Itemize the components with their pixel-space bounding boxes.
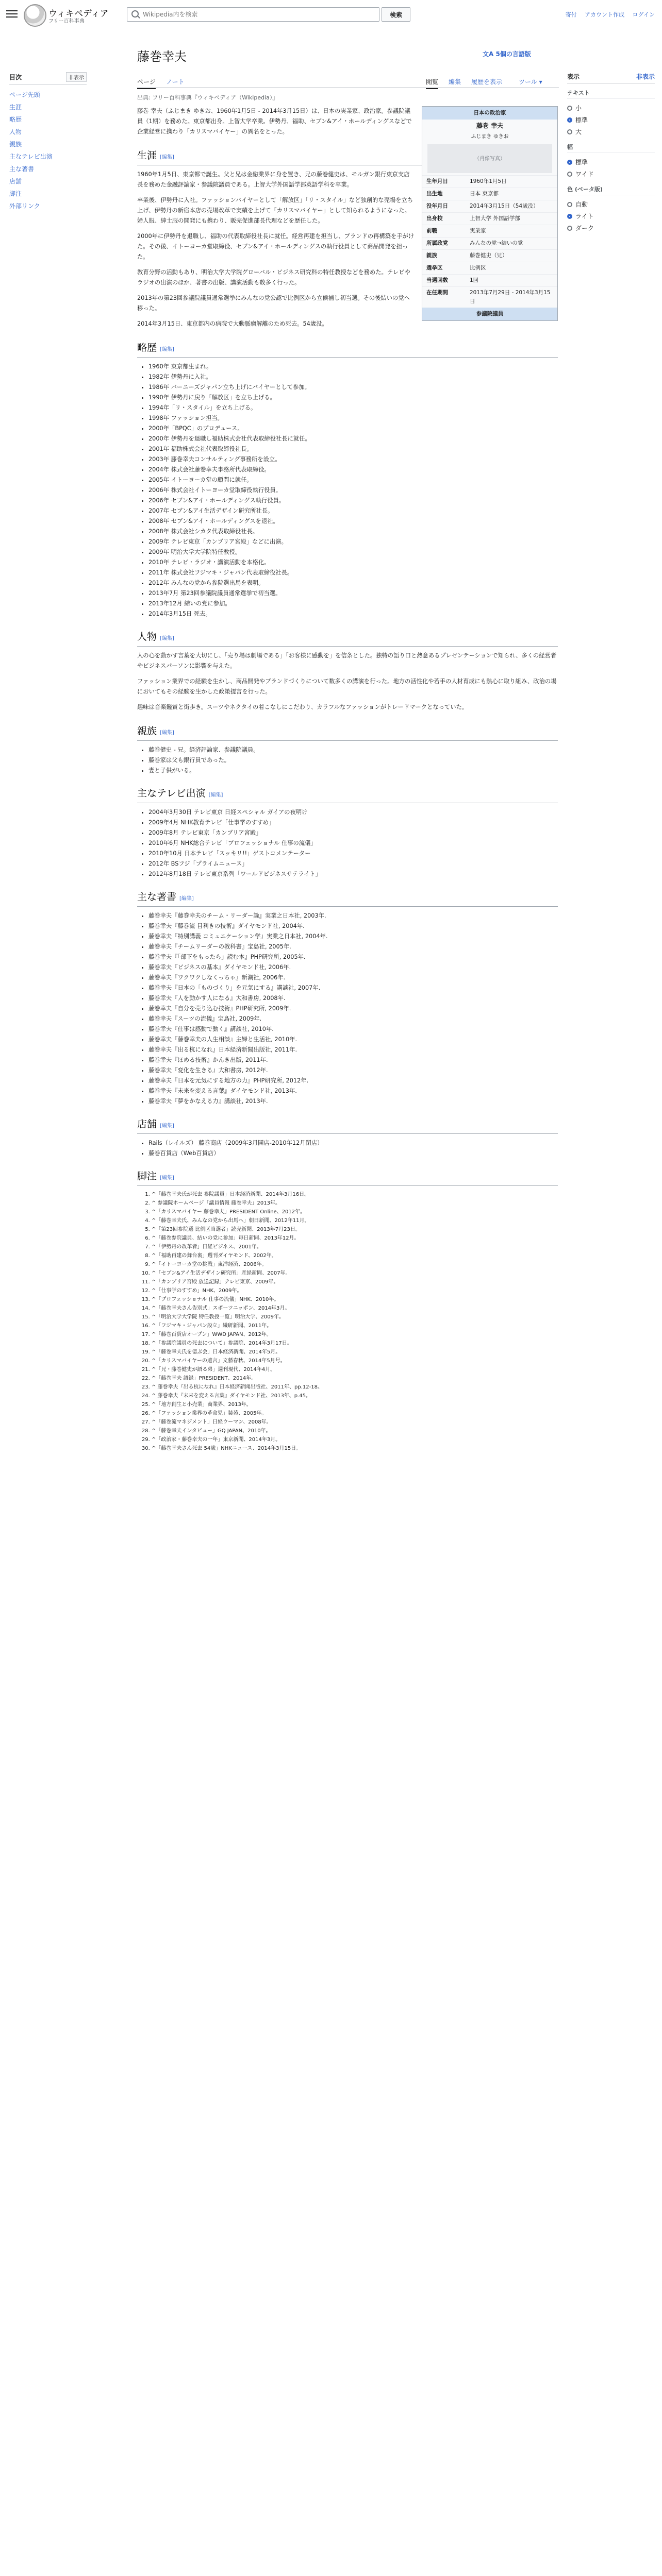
width-standard[interactable]: 標準 (567, 156, 655, 168)
reference-item: 15. ^「明治大学大学院 特任教授一覧」明治大学、2009年。 (152, 1313, 558, 1321)
career-item: • 2010年 テレビ・ラジオ・講演活動を本格化。 (148, 557, 558, 568)
reference-item: 2. ^ 参議院ホームページ「議員情報 藤巻幸夫」2013年。 (152, 1199, 558, 1208)
tv-item: • 2012年 BSフジ「プライムニュース」 (148, 859, 558, 869)
career-item: • 2001年 福助株式会社代表取締役社長。 (148, 444, 558, 454)
reference-item: 26. ^「ファッション業界の革命児」装苑、2005年。 (152, 1409, 558, 1418)
reference-item: 5. ^「第23回参院選 比例区当選者」読売新聞、2013年7月23日。 (152, 1225, 558, 1234)
radio-icon (567, 172, 572, 177)
section-heading-tv: 主なテレビ出演 [編集] (137, 780, 558, 803)
infobox-name: 藤巻 幸夫 (476, 122, 504, 129)
create-account-link[interactable]: アカウント作成 (585, 11, 625, 18)
reference-item: 7. ^「伊勢丹の改革者」日経ビジネス、2001年。 (152, 1243, 558, 1251)
user-links (559, 10, 655, 19)
reference-item: 30. ^「藤巻幸夫さん死去 54歳」NHKニュース、2014年3月15日。 (152, 1444, 558, 1453)
book-item: • 藤巻幸夫『夢をかなえる力』講談社, 2013年. (148, 1096, 558, 1107)
infobox-rows (422, 175, 557, 308)
section-heading-career: 略歴 [編集] (137, 334, 558, 358)
career-item: • 2013年7月 第23回参議院議員通常選挙で初当選。 (148, 588, 558, 599)
section-heading-shops: 店舗 [編集] (137, 1111, 558, 1134)
reference-item: 13. ^「プロフェッショナル 仕事の流儀」NHK、2010年。 (152, 1295, 558, 1304)
tv-item: • 2009年8月 テレビ東京「カンブリア宮殿」 (148, 828, 558, 838)
infobox-row-value: 上智大学 外国語学部 (470, 215, 520, 222)
infobox-row-label: 出身校 (426, 215, 443, 222)
book-item: • 藤巻幸夫『「部下をもったら」読む本』PHP研究所, 2005年. (148, 952, 558, 962)
toc-sidebar (9, 72, 87, 212)
book-item: • 藤巻幸夫『藤巻幸夫のチーム・リーダー論』実業之日本社, 2003年. (148, 911, 558, 921)
radio-selected-icon (567, 214, 572, 219)
career-item: • 2014年3月15日 死去。 (148, 609, 558, 619)
toc-item-external-links[interactable]: 外部リンク (9, 202, 40, 210)
family-item: • 藤巻健史 - 兄。経済評論家、参議院議員。 (148, 745, 558, 755)
search-button[interactable]: 検索 (382, 7, 410, 22)
wikipedia-globe-logo[interactable] (24, 4, 46, 27)
portrait-image[interactable]: （肖像写真） (427, 144, 552, 173)
career-list (137, 362, 558, 619)
article-content (137, 93, 558, 1457)
infobox-row-label: 生年月日 (426, 178, 448, 184)
family-item: • 妻と子供がいる。 (148, 766, 558, 776)
paragraph: 2013年の第23回参議院議員通常選挙にみんなの党公認で比例区から立候補し初当選。その後結いの党へ移った。 (137, 295, 410, 312)
tagline: フリー百科事典 (48, 19, 85, 24)
career-item: • 1998年 ファッション担当。 (148, 413, 558, 423)
infobox-name-kana: ふじまき ゆきお (471, 134, 509, 140)
career-item: • 2006年 セブン&アイ・ホールディングス執行役員。 (148, 496, 558, 506)
site-header (0, 0, 662, 29)
lead-paragraph: 藤巻 幸夫（ふじまき ゆきお、1960年1月5日 - 2014年3月15日）は、日本の実業家、政治家。参議院議員（1期）を務めた。東京都出身。上智大学卒業。伊勢丹、福助、セブン&アイ・ホールディングスなどで企業経営に携わり「カリスマバイヤー」の異名をとった。 (137, 108, 412, 135)
infobox (422, 106, 558, 321)
appearance-panel (567, 72, 655, 234)
tab-talk[interactable]: ノート (166, 78, 185, 86)
section-heading-notes: 脚注 [編集] (137, 1163, 558, 1186)
family-item: • 藤巻家は父も銀行員であった。 (148, 755, 558, 766)
career-item: • 2004年 株式会社藤巻幸夫事務所代表取締役。 (148, 465, 558, 475)
reference-item: 16. ^「フジマキ・ジャパン設立」繊研新聞、2011年。 (152, 1321, 558, 1330)
person-section (137, 651, 558, 713)
search-box[interactable] (127, 7, 379, 22)
career-item: • 2000年「BPQC」のプロデュース。 (148, 423, 558, 434)
reference-item: 6. ^「藤巻参院議員、結いの党に参加」毎日新聞、2013年12月。 (152, 1234, 558, 1243)
book-item: • 藤巻幸夫『チームリーダーの教科書』宝島社, 2005年. (148, 942, 558, 952)
tv-item: • 2009年4月 NHK教育テレビ「仕事学のすすめ」 (148, 818, 558, 828)
career-item: • 1990年 伊勢丹に戻り「解放区」を立ち上げる。 (148, 393, 558, 403)
edit-section-link[interactable]: [編集] (179, 896, 194, 902)
reference-item: 19. ^「藤巻幸夫氏を偲ぶ会」日本経済新聞、2014年5月。 (152, 1348, 558, 1357)
reference-item: 12. ^「仕事学のすすめ」NHK、2009年。 (152, 1286, 558, 1295)
text-size-large[interactable]: 大 (567, 126, 655, 138)
toc-hide-button[interactable]: 非表示 (66, 72, 87, 82)
career-item: • 2008年 セブン&アイ・ホールディングスを退社。 (148, 516, 558, 527)
width-wide[interactable]: ワイド (567, 168, 655, 180)
book-item: • 藤巻幸夫『ビジネスの基本』ダイヤモンド社, 2006年. (148, 962, 558, 973)
book-item: • 藤巻幸夫『日本を元気にする地方の力』PHP研究所, 2012年. (148, 1076, 558, 1086)
references-list (137, 1190, 558, 1453)
toc-item-shops[interactable]: 店舗 (9, 178, 22, 185)
reference-item: 17. ^「藤巻百貨店オープン」WWD JAPAN、2012年。 (152, 1330, 558, 1339)
tv-list (137, 807, 558, 879)
career-item: • 2013年12月 結いの党に参加。 (148, 599, 558, 609)
infobox-row (422, 262, 557, 274)
radio-icon (567, 202, 572, 207)
infobox-row-value: 2014年3月15日（54歳没） (470, 203, 539, 209)
reference-item: 18. ^「参議院議員の死去について」参議院、2014年3月17日。 (152, 1339, 558, 1348)
infobox-footer: 参議院議員 (422, 308, 557, 320)
tab-page[interactable]: ページ (137, 77, 156, 89)
book-item: • 藤巻幸夫『ワクワクしなくっちゃ』新潮社, 2006年. (148, 973, 558, 983)
reference-item: 21. ^「兄・藤巻健史が語る弟」週刊現代、2014年4月。 (152, 1365, 558, 1374)
paragraph: 趣味は音楽鑑賞と街歩き。スーツやネクタイの着こなしにこだわり、カラフルなファッションがトレードマークとなっていた。 (137, 704, 468, 710)
career-item: • 2008年 株式会社シカタ代表取締役社長。 (148, 527, 558, 537)
tab-history[interactable]: 履歴を表示 (471, 78, 503, 86)
book-item: • 藤巻幸夫『藤巻幸夫の人生相談』主婦と生活社, 2010年. (148, 1035, 558, 1045)
infobox-row-label: 選挙区 (426, 265, 443, 271)
wordmark[interactable]: ウィキペディア (48, 9, 109, 19)
career-item: • 2009年 テレビ東京「カンブリア宮殿」などに出演。 (148, 537, 558, 547)
reference-item: 4. ^「藤巻幸夫氏、みんなの党から出馬へ」朝日新聞、2012年11月。 (152, 1216, 558, 1225)
reference-item: 28. ^「藤巻幸夫インタビュー」GQ JAPAN、2010年。 (152, 1427, 558, 1435)
toc-item-top[interactable]: ページ先頭 (9, 91, 40, 98)
edit-section-link[interactable]: [編集] (160, 1123, 174, 1129)
infobox-row-label: 前職 (426, 228, 437, 234)
section-heading-life: 生涯 [編集] (137, 142, 558, 165)
toc-item-family[interactable]: 親族 (9, 141, 22, 148)
infobox-row (422, 200, 557, 212)
appearance-header (567, 72, 655, 83)
color-dark[interactable]: ダーク (567, 222, 655, 234)
width-label: 幅 (567, 143, 655, 153)
main-menu-button[interactable] (6, 8, 18, 20)
page-title: 藤巻幸夫 (137, 49, 187, 64)
appearance-hide-button[interactable]: 非表示 (636, 73, 655, 80)
section-heading-person: 人物 [編集] (137, 623, 558, 647)
book-item: • 藤巻幸夫『特別講義 コミュニケーション学』実業之日本社, 2004年. (148, 931, 558, 942)
tab-read[interactable]: 閲覧 (426, 77, 438, 89)
career-item: • 2000年 伊勢丹を退職し福助株式会社代表取締役社長に就任。 (148, 434, 558, 444)
reference-item: 9. ^「イトーヨーカ堂の挑戦」東洋経済、2006年。 (152, 1260, 558, 1269)
toc-item-books[interactable]: 主な著書 (9, 165, 35, 173)
login-link[interactable]: ログイン (632, 11, 655, 18)
reference-item: 22. ^「藤巻幸夫 語録」PRESIDENT、2014年。 (152, 1374, 558, 1383)
infobox-row-value: 藤巻健史（兄） (470, 252, 508, 259)
infobox-header: 日本の政治家 (422, 107, 557, 120)
appearance-heading: 表示 (567, 73, 580, 80)
career-item: • 2007年 セブン&アイ生活デザイン研究所社長。 (148, 506, 558, 516)
edit-section-link[interactable]: [編集] (160, 636, 174, 641)
search-icon (131, 10, 139, 18)
family-list (137, 745, 558, 776)
toc-header (9, 72, 87, 84)
book-item: • 藤巻幸夫『藤巻流 目利きの技術』ダイヤモンド社, 2004年. (148, 921, 558, 931)
tab-tools[interactable]: ツール ▾ (519, 78, 542, 86)
reference-item: 1. ^「藤巻幸夫氏が死去 参院議員」日本経済新聞、2014年3月16日。 (152, 1190, 558, 1199)
toc-item-life[interactable]: 生涯 (9, 104, 22, 111)
infobox-row-label: 親族 (426, 252, 437, 259)
career-item: • 2012年 みんなの党から参院選出馬を表明。 (148, 578, 558, 588)
paragraph: 人の心を動かす言葉を大切にし、「売り場は劇場である」「お客様に感動を」を信条とした。独特の語り口と熱意あるプレゼンテーションで知られ、多くの経営者やビジネスパーソンに影響を与えた。 (137, 652, 557, 669)
shops-list (137, 1138, 558, 1159)
page-tabs (137, 74, 559, 88)
edit-section-link[interactable]: [編集] (160, 730, 174, 736)
infobox-row (422, 249, 557, 262)
section-heading-books: 主な著書 [編集] (137, 884, 558, 907)
infobox-row (422, 225, 557, 237)
toc-heading: 目次 (9, 74, 22, 81)
infobox-row (422, 188, 557, 200)
tv-item: • 2012年8月18日 テレビ東京系列「ワールドビジネスサテライト」 (148, 869, 558, 879)
book-item: • 藤巻幸夫『スーツの流儀』宝島社, 2009年. (148, 1014, 558, 1024)
paragraph: 1960年1月5日、東京都で誕生。父と兄は金融業界に身を置き、兄の藤巻健史は、モルガン銀行東京支店長を務めた金融評論家・参議院議員である。上智大学外国語学部英語学科を卒業。 (137, 171, 410, 188)
infobox-row-value: 1960年1月5日 (470, 178, 507, 184)
infobox-row-value: 日本 東京都 (470, 191, 499, 197)
paragraph: 2000年に伊勢丹を退職し、福助の代表取締役社長に就任。経営再建を担当し、ブランドの再構築を手がけた。その後、イトーヨーカ堂取締役、セブン&アイ・ホールディングスの執行役員として商品開発を担った。 (137, 233, 415, 260)
infobox-row-value: 1回 (470, 277, 479, 283)
reference-item: 27. ^「藤巻流マネジメント」日経ウーマン、2008年。 (152, 1418, 558, 1427)
book-item: • 藤巻幸夫『ほめる技術』かんき出版, 2011年. (148, 1055, 558, 1065)
book-item: • 藤巻幸夫『日本の「ものづくり」を元気にする』講談社, 2007年. (148, 983, 558, 993)
edit-section-link[interactable]: [編集] (160, 155, 174, 160)
career-item: • 2006年 株式会社イトーヨーカ堂取締役執行役員。 (148, 485, 558, 496)
section-heading-family: 親族 [編集] (137, 718, 558, 741)
shop-item: • Rails（レイルズ） 藤巻商店（2009年3月開店-2010年12月閉店） (148, 1138, 558, 1148)
text-size-small[interactable]: 小 (567, 102, 655, 114)
infobox-row-value: 実業家 (470, 228, 486, 234)
infobox-row-value: 比例区 (470, 265, 486, 271)
career-item: • 1994年「リ・スタイル」を立ち上げる。 (148, 403, 558, 413)
paragraph: 教育分野の活動もあり、明治大学大学院グローバル・ビジネス研究科の特任教授などを務めた。テレビやラジオの出演のほか、著書の出版、講演活動も数多く行った。 (137, 269, 410, 286)
reference-item: 10. ^「セブン&アイ生活デザイン研究所」産経新聞、2007年。 (152, 1269, 558, 1278)
infobox-row-label: 出生地 (426, 191, 443, 197)
tab-edit[interactable]: 編集 (449, 78, 461, 86)
book-item: • 藤巻幸夫『自分を売り込む技術』PHP研究所, 2009年. (148, 1004, 558, 1014)
text-size-standard[interactable]: 標準 (567, 114, 655, 126)
toc-item-notes[interactable]: 脚注 (9, 190, 22, 197)
tv-item: • 2004年3月30日 テレビ東京 日経スペシャル ガイアの夜明け (148, 807, 558, 818)
career-item: • 1982年 伊勢丹に入社。 (148, 372, 558, 382)
radio-icon (567, 106, 572, 111)
book-item: • 藤巻幸夫『出る杭になれ』日本経済新聞出版社, 2011年. (148, 1045, 558, 1055)
reference-item: 29. ^「政治家・藤巻幸夫の一年」東京新聞、2014年3月。 (152, 1435, 558, 1444)
infobox-row (422, 175, 557, 188)
career-item: • 2003年 藤巻幸夫コンサルティング事務所を設立。 (148, 454, 558, 465)
shop-item: • 藤巻百貨店（Web百貨店） (148, 1148, 558, 1159)
career-item: • 2005年 イトーヨーカ堂の顧問に就任。 (148, 475, 558, 485)
book-item: • 藤巻幸夫『仕事は感動で動く』講談社, 2010年. (148, 1024, 558, 1035)
edit-section-link[interactable]: [編集] (160, 347, 174, 352)
paragraph: 2014年3月15日、東京都内の病院で大動脈瘤解離のため死去。54歳没。 (137, 320, 328, 327)
infobox-row (422, 237, 557, 249)
reference-item: 8. ^「福助再建の舞台裏」週刊ダイヤモンド、2002年。 (152, 1251, 558, 1260)
radio-selected-icon (567, 160, 572, 165)
infobox-row-value: みんなの党→結いの党 (470, 240, 523, 246)
text-size-label: テキスト (567, 89, 655, 99)
tv-item: • 2010年10月 日本テレビ「スッキリ!!」ゲストコメンテーター (148, 849, 558, 859)
infobox-row (422, 212, 557, 225)
radio-icon (567, 129, 572, 134)
reference-item: 25. ^「地方創生と小売業」商業界、2013年。 (152, 1400, 558, 1409)
edit-section-link[interactable]: [編集] (208, 792, 223, 798)
infobox-row-label: 所属政党 (426, 240, 448, 246)
toc-item-person[interactable]: 人物 (9, 128, 22, 135)
reference-item: 23. ^ 藤巻幸夫『出る杭になれ』日本経済新聞出版社、2011年、pp.12-18。 (152, 1383, 558, 1392)
toc-item-tv[interactable]: 主なテレビ出演 (9, 153, 53, 160)
career-item: • 2011年 株式会社フジマキ・ジャパン代表取締役社長。 (148, 568, 558, 578)
career-item: • 1960年 東京都生まれ。 (148, 362, 558, 372)
infobox-row (422, 286, 557, 308)
reference-item: 20. ^「カリスマバイヤーの遺言」文藝春秋、2014年5月号。 (152, 1357, 558, 1365)
infobox-row-label: 当選回数 (426, 277, 448, 283)
donate-link[interactable]: 寄付 (565, 11, 577, 18)
reference-item: 11. ^「カンブリア宮殿 放送記録」テレビ東京、2009年。 (152, 1278, 558, 1286)
paragraph: ファッション業界での経験を生かし、商品開発やブランドづくりについて数多くの講演を行った。地方の活性化や若手の人材育成にも熱心に取り組み、政治の場においてもその経験を生かした政策提言を行った。 (137, 678, 557, 695)
tv-item: • 2010年6月 NHK総合テレビ「プロフェッショナル 仕事の流儀」 (148, 838, 558, 849)
infobox-row-label: 没年月日 (426, 203, 448, 209)
radio-selected-icon (567, 117, 572, 123)
radio-icon (567, 226, 572, 231)
reference-item: 14. ^「藤巻幸夫さん告別式」スポーツニッポン、2014年3月。 (152, 1304, 558, 1313)
color-label: 色 (ベータ版) (567, 185, 655, 195)
paragraph: 卒業後、伊勢丹に入社。ファッションバイヤーとして「解放区」「リ・スタイル」など独創的な売場を立ち上げ、伊勢丹の新宿本店の売場改革で実績を上げて「カリスマバイヤー」として知られるようになった。婦人服、紳士服の開発にも携わり、販売促進部長代理などを歴任した。 (137, 197, 413, 224)
reference-item: 3. ^「カリスマバイヤー 藤巻幸夫」PRESIDENT Online、2012年。 (152, 1208, 558, 1216)
article-source-note: 出典: フリー百科事典『ウィキペディア（Wikipedia）』 (137, 94, 278, 101)
career-item: • 1986年 バーニーズジャパン立ち上げにバイヤーとして参加。 (148, 382, 558, 393)
book-item: • 藤巻幸夫『人を動かす人になる』大和書房, 2008年. (148, 993, 558, 1004)
color-auto[interactable]: 自動 (567, 198, 655, 210)
infobox-row (422, 274, 557, 286)
book-item: • 藤巻幸夫『変化を生きる』大和書房, 2012年. (148, 1065, 558, 1076)
infobox-row-label: 在任期間 (426, 290, 448, 296)
language-button[interactable]: 文A 5個の言語版 (483, 50, 531, 58)
color-light[interactable]: ライト (567, 210, 655, 222)
books-list (137, 911, 558, 1107)
search-input[interactable] (142, 9, 371, 20)
book-item: • 藤巻幸夫『未来を変える言葉』ダイヤモンド社, 2013年. (148, 1086, 558, 1096)
edit-section-link[interactable]: [編集] (160, 1175, 174, 1181)
infobox-row-value: 2013年7月29日 - 2014年3月15日 (470, 290, 551, 304)
career-item: • 2009年 明治大学大学院特任教授。 (148, 547, 558, 557)
toc-item-career[interactable]: 略歴 (9, 116, 22, 123)
reference-item: 24. ^ 藤巻幸夫『未来を変える言葉』ダイヤモンド社、2013年、p.45。 (152, 1392, 558, 1400)
